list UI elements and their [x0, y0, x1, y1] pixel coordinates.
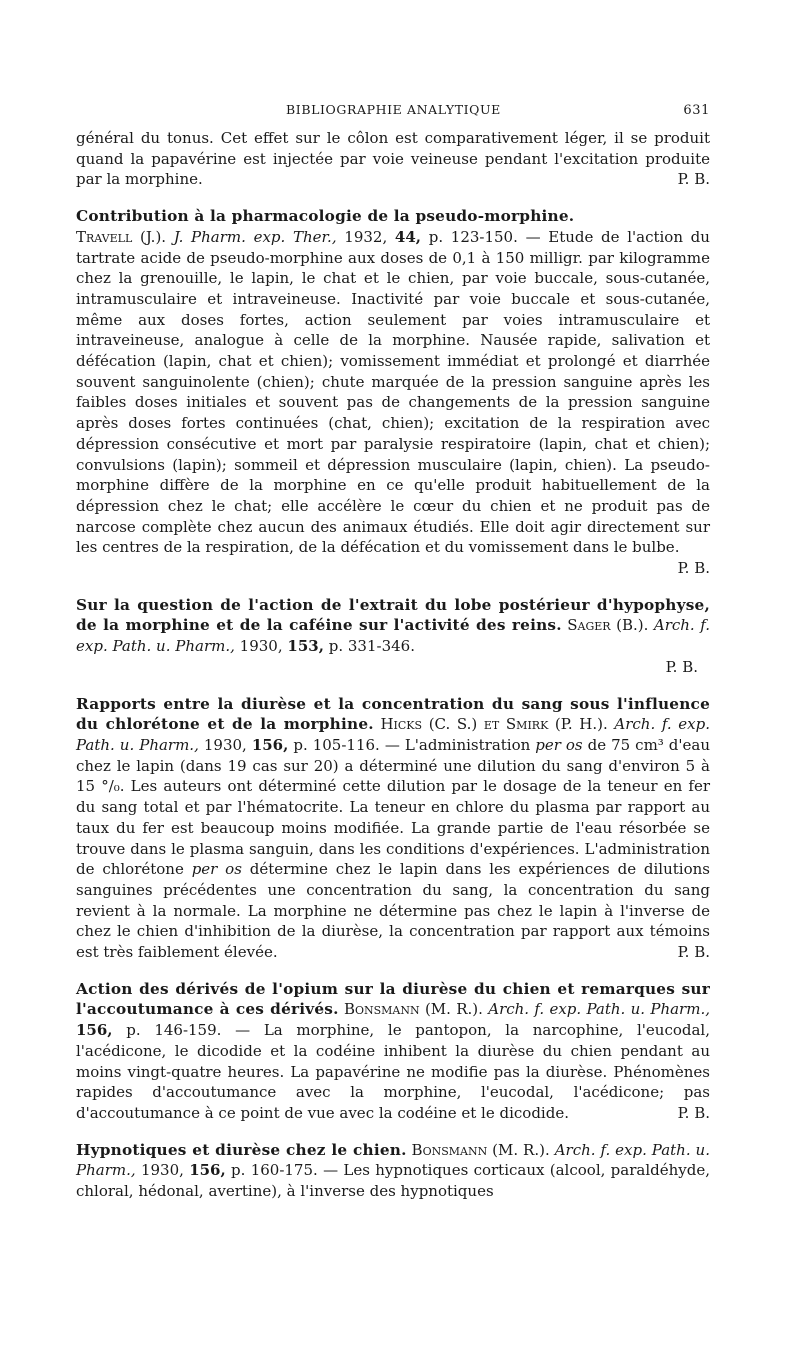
entry-signature: P. B.: [677, 943, 710, 962]
entry-journal: Arch. f. exp. Path. u. Pharm.,: [76, 1140, 710, 1180]
entry-signature: P. B.: [677, 1103, 710, 1122]
entry-body-part: — L'administration: [384, 735, 536, 754]
entry-volume: 44,: [394, 227, 422, 246]
entry-journal: J. Pharm. exp. Ther.,: [173, 227, 337, 246]
entry-authors: Hicks (C. S.) et Smirk (P. H.).: [380, 715, 608, 734]
running-title: BIBLIOGRAPHIE ANALYTIQUE: [286, 102, 501, 117]
entry-initials: (M. R.).: [492, 1140, 550, 1159]
entry-title: Action des dérivés de l'opium sur la diurèse du chien et remarques sur l'accoutumance à ces dérivés.: [76, 979, 710, 1019]
entry-year: 1930,: [140, 1161, 184, 1180]
entry-journal: Arch. f. exp. Path. u. Pharm.,: [76, 616, 710, 656]
entry-initials: (M. R.).: [424, 1000, 483, 1019]
running-header: [286, 102, 710, 118]
entry-title: Hypnotiques et diurèse chez le chien.: [76, 1140, 407, 1159]
entry-body-italic: per os: [535, 735, 583, 754]
entry-volume: 156,: [189, 1161, 226, 1180]
entry-year: 1930,: [239, 637, 283, 656]
intro-signature: P. B.: [677, 170, 710, 189]
page-number: 631: [683, 103, 710, 118]
entry-title: Contribution à la pharmacologie de la pseudo-morphine.: [76, 207, 575, 226]
entry-volume: 156,: [251, 735, 289, 754]
entry-author: Bonsmann: [343, 1000, 420, 1019]
entry-pages: p. 146-159.: [126, 1021, 222, 1040]
entry-author: Travell: [76, 227, 133, 246]
entry-journal: Arch. f. exp. Path. u. Pharm.,: [76, 715, 710, 754]
entry-author: Sager: [567, 616, 611, 635]
entry-signature: P. B.: [677, 559, 710, 578]
intro-paragraph: [76, 128, 710, 190]
entry-volume: 153,: [287, 637, 324, 656]
entry-body: — Les hypnotiques corticaux (alcool, paraldéhyde, chloral, hédonal, avertine), à l'inverse des hypnotiques: [76, 1161, 710, 1201]
entry-volume: 156,: [76, 1021, 113, 1040]
entry-initials: (J.).: [139, 227, 167, 246]
entry-body: — Etude de l'action du tartrate acide de pseudo-morphine aux doses de 0,1 à 150 milligr. par kilogramme chez la grenouille, le lapin, le chat et le chien, par voie buccale, sous-cutanée, intramusculaire et intraveineuse. Inactivité par voie buccale et sous-cutanée, même aux doses fortes, action seulement par voies intramusculaire et intraveineuse, analogue à celle de la morphine. Nausée rapide, salivation et défécation (lapin, chat et chien); vomissement immédiat et prolongé et diarrhée souvent sanguinolente (chien); chute marquée de la pression sanguine après les faibles doses initiales et souvent pas de changements de la pression sanguine après doses fortes continuées (chat, chien); excitation de la respiration avec dépression consécutive et mort par paralysie respiratoire (lapin, chat et chien); convulsions (lapin); sommeil et dépression musculaire (lapin, chien). La pseudo-morphine diffère de la morphine en ce qu'elle produit habituellement de la dépression chez le chat; elle accélère le cœur du chien et ne produit pas de narcose complète chez aucun des animaux étudiés. Elle doit agir directement sur les centres de la respiration, de la défécation et du vomissement dans le bulbe.: [76, 227, 710, 557]
entry-pages: p. 160-175.: [231, 1161, 318, 1180]
entry-signature: P. B.: [665, 657, 698, 676]
entry-body-italic: per os: [191, 860, 242, 879]
bibliography-entry: [76, 979, 710, 1124]
entry-pages: p. 331-346.: [328, 637, 415, 656]
entry-body-part: détermine chez le lapin dans les expériences de dilutions sanguines précédentes une concentration du sang, la concentration du sang revient à la normale. La morphine ne détermine pas chez le lapin à l'inverse de chez le chien d'inhibition de la diurèse, la concentration par rapport aux témoins est très faiblement élevée.: [76, 860, 710, 962]
entry-pages: p. 123-150.: [428, 227, 518, 246]
entry-pages: p. 105-116.: [293, 735, 380, 754]
entry-body: — La morphine, le pantopon, la narcophine, l'eucodal, l'acédicone, le dicodide et la codéine inhibent la diurèse du chien pendant au moins vingt-quatre heures. La papavérine ne modifie pas la diurèse. Phénomènes rapides d'accoutumance avec la morphine, l'eucodal, l'acédicone; pas d'accoutumance à ce point de vue avec la codéine et le dicodide.: [76, 1021, 710, 1122]
bibliography-entry: [76, 595, 710, 678]
entry-year: 1932,: [344, 227, 388, 246]
entry-title: Sur la question de l'action de l'extrait du lobe postérieur d'hypophyse, de la morphine et de la caféine sur l'activité des reins.: [76, 595, 710, 635]
intro-text: général du tonus. Cet effet sur le côlon est comparativement léger, il se produit quand la papavérine est injectée par voie veineuse pendant l'excitation produite par la morphine.: [76, 129, 710, 189]
bibliography-entry: [76, 206, 710, 579]
entry-year: 1930,: [203, 735, 247, 754]
entry-title: Rapports entre la diurèse et la concentration du sang sous l'influence du chlorétone et de la morphine.: [76, 694, 710, 734]
entry-author: Bonsmann: [411, 1140, 488, 1159]
page: [76, 102, 710, 1202]
entry-initials: (B.).: [616, 616, 649, 635]
bibliography-entry: [76, 694, 710, 963]
entry-journal: Arch. f. exp. Path. u. Pharm.,: [488, 1000, 710, 1019]
bibliography-entry: [76, 1140, 710, 1202]
entry-body-part: de 75 cm³ d'eau chez le lapin (dans 19 cas sur 20) a déterminé une dilution du sang d'environ 5 à 15 °/₀. Les auteurs ont déterminé cette dilution par le dosage de la teneur en fer du sang total et par l'hématocrite. La teneur en chlore du plasma par rapport au taux du fer est beaucoup moins modifiée. La grande partie de l'eau résorbée se trouve dans le plasma sanguin, dans les conditions d'expériences. L'administration de chlorétone: [76, 735, 710, 879]
